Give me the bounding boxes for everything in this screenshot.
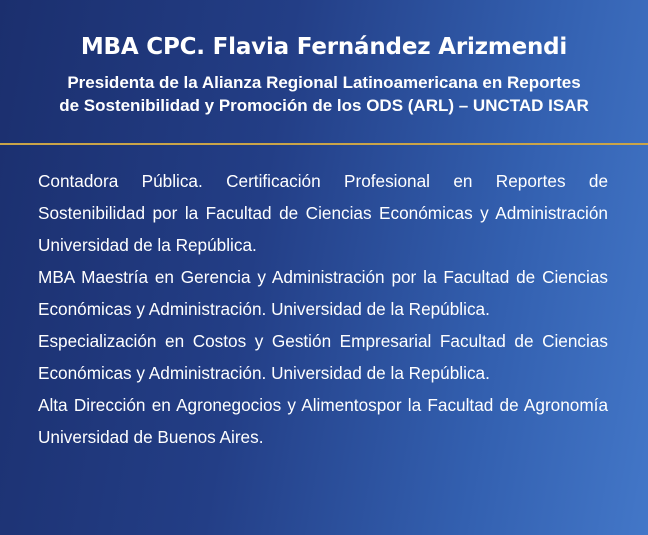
credential-item: Especialización en Costos y Gestión Empresarial Facultad de Ciencias Económicas y Administración. Universidad de la República. [38,331,608,383]
credential-item: Alta Dirección en Agronegocios y Alimentospor la Facultad de Agronomía Universidad de Buenos Aires. [38,395,608,447]
profile-name: MBA CPC. Flavia Fernández Arizmendi [80,34,568,60]
credentials-list [38,165,608,453]
profile-role [20,71,628,117]
credential-item: Contadora Pública. Certificación Profesional en Reportes de Sostenibilidad por la Facultad de Ciencias Económicas y Administración Universidad de la República. [38,171,608,255]
profile-role-line-2: de Sostenibilidad y Promoción de los ODS (ARL) – UNCTAD ISAR [59,96,589,115]
header-divider [0,143,648,145]
profile-role-line-1: Presidenta de la Alianza Regional Latinoamericana en Reportes [67,73,581,92]
credential-item: MBA Maestría en Gerencia y Administración por la Facultad de Ciencias Económicas y Administración. Universidad de la República. [38,267,608,319]
profile-header [0,0,648,117]
